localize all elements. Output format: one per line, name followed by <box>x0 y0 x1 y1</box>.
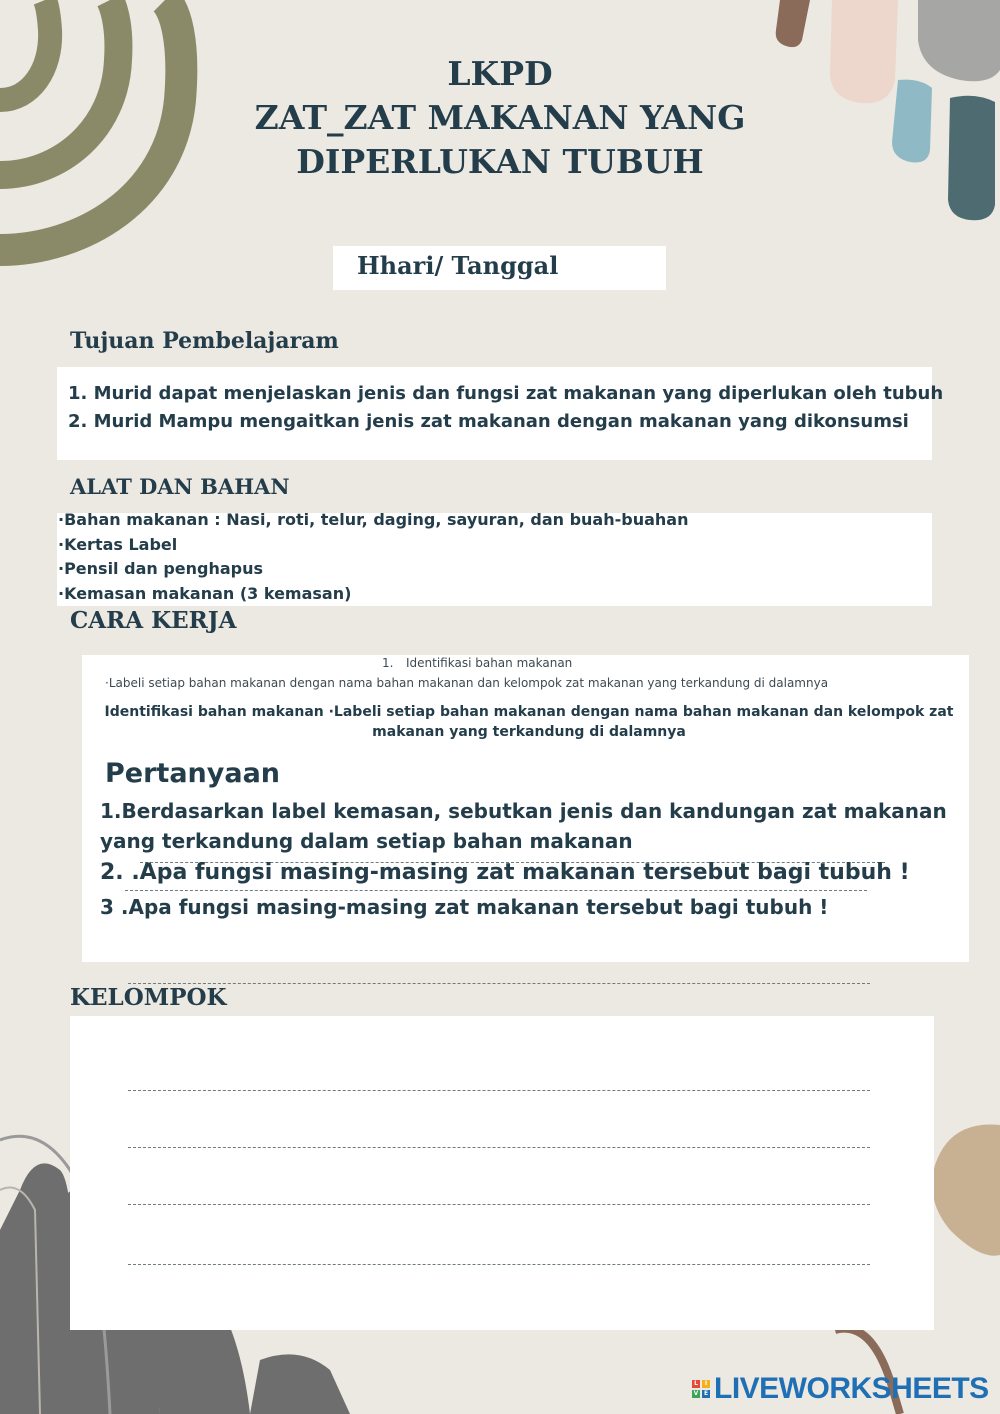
liveworksheets-logo[interactable] <box>692 1372 989 1406</box>
group-heading: KELOMPOK <box>70 984 227 1011</box>
logo-cell: I <box>702 1380 710 1388</box>
tool-item: ·Pensil dan penghapus <box>58 559 264 578</box>
tool-item: ·Bahan makanan : Nasi, roti, telur, daging, sayuran, dan buah-buahan <box>58 510 689 529</box>
group-member-line[interactable] <box>128 1147 870 1148</box>
page-title <box>150 52 850 184</box>
step-label: Identifikasi bahan makanan <box>406 656 573 670</box>
answer-line[interactable] <box>125 890 867 891</box>
question-3: 3 .Apa fungsi masing-masing zat makanan tersebut bagi tubuh ! <box>100 895 829 919</box>
group-panel <box>70 1016 934 1330</box>
brand-name: LIVEWORKSHEETS <box>714 1372 989 1405</box>
tools-heading: ALAT DAN BAHAN <box>70 474 290 499</box>
tool-item: ·Kertas Label <box>58 534 178 554</box>
objectives-heading: Tujuan Pembelajaram <box>70 328 339 354</box>
group-member-line[interactable] <box>128 1090 870 1091</box>
objective-item: 2. Murid Mampu mengaitkan jenis zat makanan dengan makanan yang dikonsumsi <box>68 411 909 432</box>
step-number: 1. <box>382 656 394 670</box>
logo-cell: V <box>693 1390 699 1397</box>
answer-line[interactable] <box>128 983 870 984</box>
title-line: ZAT_ZAT MAKANAN YANG <box>254 98 746 137</box>
step-description: ·Labeli setiap bahan makanan dengan nama bahan makanan dan kelompok zat makanan yang terkandung di dalamnya <box>105 676 829 690</box>
title-line: DIPERLUKAN TUBUH <box>296 142 704 181</box>
group-member-line[interactable] <box>128 1264 870 1265</box>
group-member-line[interactable] <box>128 1204 870 1205</box>
question-1: 1.Berdasarkan label kemasan, sebutkan jenis dan kandungan zat makanan yang terkandung dalam setiap bahan makanan <box>100 799 947 853</box>
questions-heading: Pertanyaan <box>105 758 281 789</box>
logo-cell: L <box>692 1380 700 1388</box>
title-line: LKPD <box>447 54 553 93</box>
logo-icon <box>692 1380 710 1398</box>
logo-cell: E <box>703 1390 709 1397</box>
objectives-list <box>68 380 943 436</box>
tools-list <box>58 508 688 606</box>
objective-item: 1. Murid dapat menjelaskan jenis dan fungsi zat makanan yang diperlukan oleh tubuh <box>68 383 944 404</box>
tool-item: ·Kemasan makanan (3 kemasan) <box>58 583 352 603</box>
question-2: 2. .Apa fungsi masing-masing zat makanan tersebut bagi tubuh ! <box>100 860 910 885</box>
date-label: Hhari/ Tanggal <box>357 251 559 280</box>
step-summary: Identifikasi bahan makanan ·Labeli setiap bahan makanan dengan nama bahan makanan dan kelompok zat makanan yang terkandung di dalamnya <box>104 704 954 740</box>
steps-heading: CARA KERJA <box>70 607 237 634</box>
